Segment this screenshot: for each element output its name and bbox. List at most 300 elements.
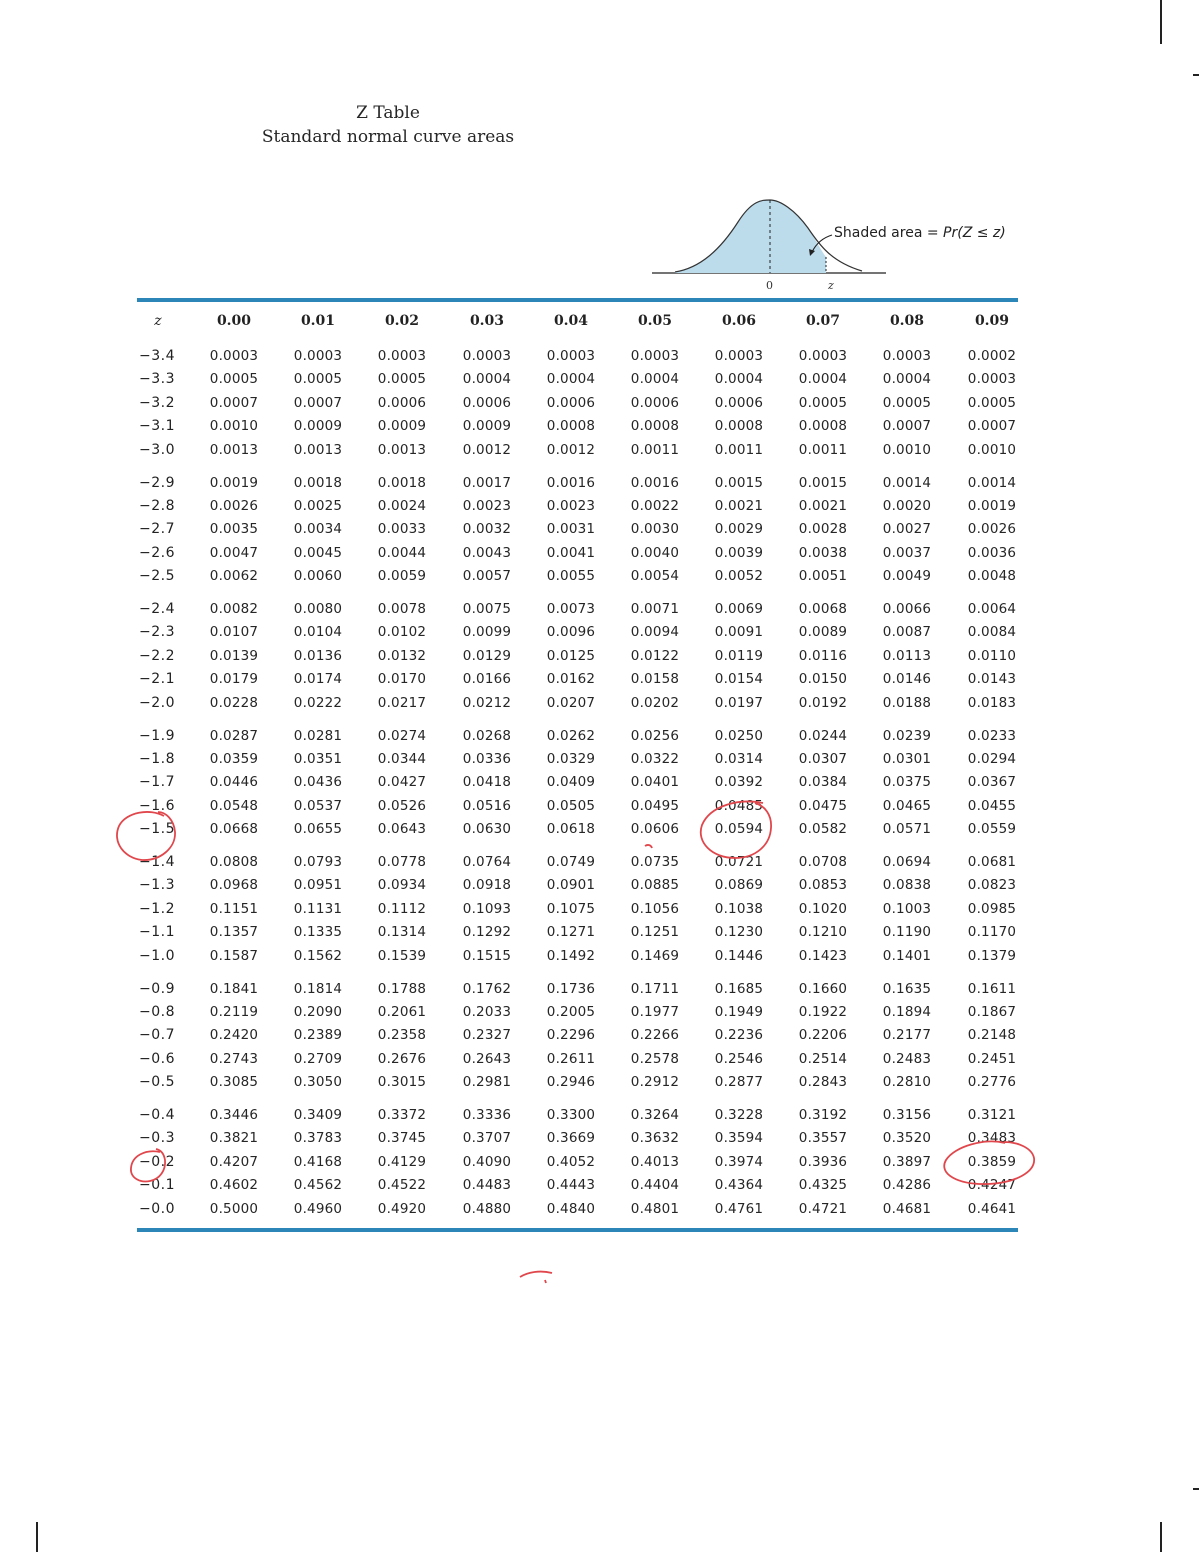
table-cell: 0.0132 [377, 647, 427, 664]
table-cell: 0.0150 [798, 671, 848, 688]
table-cell: 0.3974 [714, 1153, 764, 1170]
table-cell: 0.0066 [882, 601, 932, 617]
table-cell: 0.3632 [630, 1130, 680, 1147]
table-cell: 0.2877 [714, 1074, 764, 1091]
table-cell: 0.0003 [546, 348, 596, 364]
table-cell: 0.0495 [630, 797, 680, 814]
table-cell: 0.0004 [546, 371, 596, 388]
table-cell: 0.0075 [462, 601, 512, 617]
table-cell: 0.0014 [882, 474, 932, 491]
table-cell: 0.1230 [714, 924, 764, 941]
table-cell: 0.0038 [798, 544, 848, 561]
table-cell: 0.0003 [377, 348, 427, 364]
table-cell: 0.4920 [377, 1200, 427, 1217]
row-z-value: −2.7 [139, 521, 175, 538]
table-cell: 0.1611 [967, 980, 1017, 997]
table-cell: 0.2743 [209, 1050, 259, 1067]
table-cell: 0.0028 [798, 521, 848, 538]
table-cell: 0.1492 [546, 947, 596, 964]
table-cell: 0.0207 [546, 694, 596, 711]
table-cell: 0.0034 [293, 521, 343, 538]
table-cell: 0.0901 [546, 877, 596, 894]
table-cell: 0.1112 [377, 900, 427, 917]
table-cell: 0.1170 [967, 924, 1017, 941]
table-cell: 0.0764 [462, 854, 512, 870]
table-cell: 0.3483 [967, 1130, 1017, 1147]
column-header: 0.05 [637, 313, 673, 329]
table-cell: 0.0409 [546, 774, 596, 791]
table-cell: 0.0073 [546, 601, 596, 617]
table-cell: 0.0166 [462, 671, 512, 688]
column-header: 0.01 [300, 313, 336, 329]
table-cell: 0.0174 [293, 671, 343, 688]
table-cell: 0.0023 [546, 497, 596, 514]
table-cell: 0.2236 [714, 1027, 764, 1044]
table-cell: 0.1894 [882, 1003, 932, 1020]
table-cell: 0.0559 [967, 821, 1017, 838]
table-cell: 0.0643 [377, 821, 427, 838]
table-cell: 0.0446 [209, 774, 259, 791]
table-cell: 0.2033 [462, 1003, 512, 1020]
table-cell: 0.0005 [209, 371, 259, 388]
table-cell: 0.0008 [630, 418, 680, 435]
table-cell: 0.0162 [546, 671, 596, 688]
table-cell: 0.3300 [546, 1107, 596, 1123]
table-cell: 0.1151 [209, 900, 259, 917]
column-header: 0.09 [974, 313, 1010, 329]
table-cell: 0.0336 [462, 750, 512, 767]
table-cell: 0.3156 [882, 1107, 932, 1123]
table-cell: 0.0384 [798, 774, 848, 791]
row-z-value: −2.0 [139, 694, 175, 711]
table-cell: 0.0113 [882, 647, 932, 664]
row-z-value: −1.4 [139, 854, 175, 870]
table-cell: 0.3050 [293, 1074, 343, 1091]
row-z-value: −3.2 [139, 394, 175, 411]
table-cell: 0.0040 [630, 544, 680, 561]
annotation-circle-0-3859 [944, 1142, 1034, 1185]
table-cell: 0.0007 [967, 418, 1017, 435]
table-cell: 0.0778 [377, 854, 427, 870]
table-cell: 0.0314 [714, 750, 764, 767]
table-cell: 0.0007 [209, 394, 259, 411]
table-cell: 0.0008 [546, 418, 596, 435]
row-z-value: −0.5 [139, 1074, 175, 1091]
table-cell: 0.0475 [798, 797, 848, 814]
table-cell: 0.0002 [967, 348, 1017, 364]
row-z-value: −2.4 [139, 601, 175, 617]
table-cell: 0.2389 [293, 1027, 343, 1044]
axis-z-label: z [828, 279, 834, 292]
table-cell: 0.2810 [882, 1074, 932, 1091]
table-cell: 0.0006 [546, 394, 596, 411]
table-cell: 0.2483 [882, 1050, 932, 1067]
table-cell: 0.0139 [209, 647, 259, 664]
row-z-value: −0.3 [139, 1130, 175, 1147]
table-cell: 0.1660 [798, 980, 848, 997]
table-cell: 0.3085 [209, 1074, 259, 1091]
table-cell: 0.0007 [882, 418, 932, 435]
row-z-value: −0.8 [139, 1003, 175, 1020]
table-cell: 0.0004 [798, 371, 848, 388]
table-cell: 0.0110 [967, 647, 1017, 664]
table-cell: 0.1562 [293, 947, 343, 964]
row-z-value: −1.1 [139, 924, 175, 941]
table-cell: 0.0030 [630, 521, 680, 538]
table-cell: 0.0027 [882, 521, 932, 538]
table-cell: 0.4286 [882, 1177, 932, 1194]
table-cell: 0.0005 [798, 394, 848, 411]
table-cell: 0.0125 [546, 647, 596, 664]
table-cell: 0.4325 [798, 1177, 848, 1194]
table-cell: 0.0606 [630, 821, 680, 838]
table-cell: 0.0427 [377, 774, 427, 791]
table-cell: 0.0011 [798, 441, 848, 458]
table-cell: 0.2061 [377, 1003, 427, 1020]
row-z-value: −0.1 [139, 1177, 175, 1194]
table-cell: 0.0006 [714, 394, 764, 411]
table-cell: 0.0020 [882, 497, 932, 514]
table-cell: 0.3264 [630, 1107, 680, 1123]
table-cell: 0.1038 [714, 900, 764, 917]
table-cell: 0.0146 [882, 671, 932, 688]
table-cell: 0.3520 [882, 1130, 932, 1147]
table-cell: 0.0212 [462, 694, 512, 711]
table-cell: 0.0071 [630, 601, 680, 617]
row-z-value: −2.3 [139, 624, 175, 641]
table-cell: 0.0808 [209, 854, 259, 870]
table-cell: 0.0250 [714, 727, 764, 744]
table-cell: 0.0256 [630, 727, 680, 744]
table-cell: 0.0013 [293, 441, 343, 458]
table-cell: 0.3409 [293, 1107, 343, 1123]
table-cell: 0.0015 [714, 474, 764, 491]
table-cell: 0.0294 [967, 750, 1017, 767]
table-cell: 0.3557 [798, 1130, 848, 1147]
table-cell: 0.1762 [462, 980, 512, 997]
table-cell: 0.0359 [209, 750, 259, 767]
table-cell: 0.4562 [293, 1177, 343, 1194]
table-cell: 0.0222 [293, 694, 343, 711]
column-header: 0.03 [469, 313, 505, 329]
row-z-value: −3.1 [139, 418, 175, 435]
table-cell: 0.0013 [377, 441, 427, 458]
row-z-value: −3.4 [139, 348, 175, 364]
table-cell: 0.1251 [630, 924, 680, 941]
table-cell: 0.2090 [293, 1003, 343, 1020]
table-cell: 0.0003 [462, 348, 512, 364]
table-cell: 0.0287 [209, 727, 259, 744]
table-cell: 0.0749 [546, 854, 596, 870]
table-cell: 0.0869 [714, 877, 764, 894]
table-cell: 0.0004 [630, 371, 680, 388]
table-cell: 0.3446 [209, 1107, 259, 1123]
table-cell: 0.1131 [293, 900, 343, 917]
table-cell: 0.0307 [798, 750, 848, 767]
table-cell: 0.0006 [630, 394, 680, 411]
table-cell: 0.1587 [209, 947, 259, 964]
table-cell: 0.0885 [630, 877, 680, 894]
table-cell: 0.0011 [630, 441, 680, 458]
table-cell: 0.1292 [462, 924, 512, 941]
table-cell: 0.0853 [798, 877, 848, 894]
table-cell: 0.0392 [714, 774, 764, 791]
table-cell: 0.0003 [714, 348, 764, 364]
table-cell: 0.0668 [209, 821, 259, 838]
table-cell: 0.0170 [377, 671, 427, 688]
table-cell: 0.1423 [798, 947, 848, 964]
table-cell: 0.0004 [462, 371, 512, 388]
table-cell: 0.0031 [546, 521, 596, 538]
table-cell: 0.0060 [293, 568, 343, 585]
row-z-value: −2.1 [139, 671, 175, 688]
table-cell: 0.0721 [714, 854, 764, 870]
table-cell: 0.2643 [462, 1050, 512, 1067]
column-header: 0.04 [553, 313, 589, 329]
axis-zero-label: 0 [766, 279, 773, 292]
page-edge-mark [1193, 74, 1199, 76]
table-cell: 0.0025 [293, 497, 343, 514]
table-cell: 0.0010 [967, 441, 1017, 458]
table-cell: 0.0029 [714, 521, 764, 538]
table-cell: 0.4207 [209, 1153, 259, 1170]
table-cell: 0.0281 [293, 727, 343, 744]
table-cell: 0.0016 [630, 474, 680, 491]
table-cell: 0.4129 [377, 1153, 427, 1170]
column-header: 0.02 [384, 313, 420, 329]
table-cell: 0.0838 [882, 877, 932, 894]
table-cell: 0.0116 [798, 647, 848, 664]
table-cell: 0.3121 [967, 1107, 1017, 1123]
table-cell: 0.2420 [209, 1027, 259, 1044]
table-cell: 0.2912 [630, 1074, 680, 1091]
table-cell: 0.0078 [377, 601, 427, 617]
table-cell: 0.4880 [462, 1200, 512, 1217]
table-cell: 0.0681 [967, 854, 1017, 870]
table-cell: 0.0197 [714, 694, 764, 711]
table-cell: 0.4364 [714, 1177, 764, 1194]
row-z-value: −2.6 [139, 544, 175, 561]
table-cell: 0.4052 [546, 1153, 596, 1170]
table-cell: 0.3228 [714, 1107, 764, 1123]
table-cell: 0.3859 [967, 1153, 1017, 1170]
table-cell: 0.1977 [630, 1003, 680, 1020]
table-cell: 0.4247 [967, 1177, 1017, 1194]
table-cell: 0.2327 [462, 1027, 512, 1044]
table-cell: 0.2578 [630, 1050, 680, 1067]
table-cell: 0.0003 [798, 348, 848, 364]
table-cell: 0.0012 [462, 441, 512, 458]
table-cell: 0.4168 [293, 1153, 343, 1170]
row-z-value: −3.3 [139, 371, 175, 388]
table-cell: 0.1685 [714, 980, 764, 997]
table-cell: 0.3015 [377, 1074, 427, 1091]
table-cell: 0.4960 [293, 1200, 343, 1217]
row-z-value: −0.6 [139, 1050, 175, 1067]
table-cell: 0.1515 [462, 947, 512, 964]
table-cell: 0.0192 [798, 694, 848, 711]
table-cell: 0.3192 [798, 1107, 848, 1123]
row-z-value: −1.6 [139, 797, 175, 814]
table-cell: 0.4761 [714, 1200, 764, 1217]
table-cell: 0.0107 [209, 624, 259, 641]
table-cell: 0.0455 [967, 797, 1017, 814]
table-cell: 0.0084 [967, 624, 1017, 641]
table-cell: 0.0094 [630, 624, 680, 641]
table-cell: 0.0708 [798, 854, 848, 870]
table-cell: 0.2981 [462, 1074, 512, 1091]
table-cell: 0.0033 [377, 521, 427, 538]
table-cell: 0.0005 [377, 371, 427, 388]
table-cell: 0.2514 [798, 1050, 848, 1067]
table-cell: 0.1271 [546, 924, 596, 941]
table-cell: 0.2296 [546, 1027, 596, 1044]
table-cell: 0.4641 [967, 1200, 1017, 1217]
row-z-value: −1.0 [139, 947, 175, 964]
table-cell: 0.0039 [714, 544, 764, 561]
table-cell: 0.4681 [882, 1200, 932, 1217]
table-cell: 0.3783 [293, 1130, 343, 1147]
table-cell: 0.0329 [546, 750, 596, 767]
table-cell: 0.0003 [967, 371, 1017, 388]
table-cell: 0.0582 [798, 821, 848, 838]
table-cell: 0.0015 [798, 474, 848, 491]
table-cell: 0.3372 [377, 1107, 427, 1123]
table-cell: 0.0526 [377, 797, 427, 814]
table-cell: 0.0594 [714, 821, 764, 838]
table-cell: 0.1711 [630, 980, 680, 997]
table-cell: 0.1379 [967, 947, 1017, 964]
page-edge-mark [1160, 1522, 1162, 1552]
table-cell: 0.0019 [209, 474, 259, 491]
table-cell: 0.0154 [714, 671, 764, 688]
table-cell: 0.0918 [462, 877, 512, 894]
table-cell: 0.0013 [209, 441, 259, 458]
table-cell: 0.0007 [293, 394, 343, 411]
table-cell: 0.1867 [967, 1003, 1017, 1020]
table-cell: 0.0244 [798, 727, 848, 744]
table-cell: 0.2709 [293, 1050, 343, 1067]
table-cell: 0.3594 [714, 1130, 764, 1147]
table-cell: 0.0418 [462, 774, 512, 791]
table-cell: 0.0018 [293, 474, 343, 491]
table-cell: 0.0934 [377, 877, 427, 894]
table-cell: 0.0202 [630, 694, 680, 711]
table-cell: 0.0006 [377, 394, 427, 411]
table-cell: 0.0233 [967, 727, 1017, 744]
table-cell: 0.0951 [293, 877, 343, 894]
table-cell: 0.0011 [714, 441, 764, 458]
row-z-value: −1.5 [139, 821, 175, 838]
table-cell: 0.1949 [714, 1003, 764, 1020]
table-cell: 0.0044 [377, 544, 427, 561]
table-cell: 0.0010 [882, 441, 932, 458]
table-cell: 0.0022 [630, 497, 680, 514]
table-cell: 0.0048 [967, 568, 1017, 585]
table-cell: 0.0102 [377, 624, 427, 641]
annotation-tick-mark [645, 845, 652, 848]
table-cell: 0.0005 [293, 371, 343, 388]
annotation-circle-z-minus-0-2 [131, 1149, 165, 1181]
table-cell: 0.0024 [377, 497, 427, 514]
table-cell: 0.0351 [293, 750, 343, 767]
row-z-value: −1.3 [139, 877, 175, 894]
row-z-value: −0.2 [139, 1153, 175, 1170]
table-cell: 0.0005 [967, 394, 1017, 411]
table-cell: 0.1093 [462, 900, 512, 917]
table-cell: 0.0505 [546, 797, 596, 814]
table-cell: 0.0968 [209, 877, 259, 894]
table-cell: 0.1210 [798, 924, 848, 941]
table-cell: 0.0571 [882, 821, 932, 838]
row-z-value: −1.8 [139, 750, 175, 767]
table-cell: 0.0041 [546, 544, 596, 561]
table-cell: 0.1335 [293, 924, 343, 941]
table-cell: 0.0068 [798, 601, 848, 617]
column-header: 0.07 [805, 313, 841, 329]
table-cell: 0.0016 [546, 474, 596, 491]
table-cell: 0.0183 [967, 694, 1017, 711]
table-cell: 0.0089 [798, 624, 848, 641]
table-cell: 0.2358 [377, 1027, 427, 1044]
table-cell: 0.0985 [967, 900, 1017, 917]
table-cell: 0.0069 [714, 601, 764, 617]
column-header-z: z [154, 313, 162, 329]
annotation-circle-0-0594 [701, 802, 771, 858]
table-cell: 0.0019 [967, 497, 1017, 514]
page-subtitle: Standard normal curve areas [261, 127, 515, 147]
table-cell: 0.3669 [546, 1130, 596, 1147]
table-cell: 0.4840 [546, 1200, 596, 1217]
table-cell: 0.2119 [209, 1003, 259, 1020]
table-cell: 0.4443 [546, 1177, 596, 1194]
table-cell: 0.4522 [377, 1177, 427, 1194]
table-cell: 0.0054 [630, 568, 680, 585]
table-cell: 0.0009 [293, 418, 343, 435]
annotation-stray-mark [520, 1272, 552, 1283]
table-cell: 0.0516 [462, 797, 512, 814]
table-cell: 0.0052 [714, 568, 764, 585]
table-cell: 0.2676 [377, 1050, 427, 1067]
table-cell: 0.0143 [967, 671, 1017, 688]
table-cell: 0.0004 [714, 371, 764, 388]
page-edge-mark [1193, 1488, 1199, 1490]
table-cell: 0.0274 [377, 727, 427, 744]
shaded-area-text: Shaded area = [834, 225, 944, 241]
table-cell: 0.0179 [209, 671, 259, 688]
table-cell: 0.0228 [209, 694, 259, 711]
column-header: 0.06 [721, 313, 757, 329]
table-cell: 0.0694 [882, 854, 932, 870]
table-cell: 0.0091 [714, 624, 764, 641]
table-cell: 0.0021 [798, 497, 848, 514]
table-cell: 0.4483 [462, 1177, 512, 1194]
table-cell: 0.3897 [882, 1153, 932, 1170]
table-cell: 0.0043 [462, 544, 512, 561]
row-z-value: −1.9 [139, 727, 175, 744]
table-cell: 0.2611 [546, 1050, 596, 1067]
table-cell: 0.0268 [462, 727, 512, 744]
table-cell: 0.0158 [630, 671, 680, 688]
row-z-value: −1.7 [139, 774, 175, 791]
shaded-area-expr: Pr(Z ≤ z) [943, 225, 1006, 241]
table-cell: 0.1190 [882, 924, 932, 941]
table-cell: 0.0823 [967, 877, 1017, 894]
table-cell: 0.2266 [630, 1027, 680, 1044]
table-cell: 0.2451 [967, 1050, 1017, 1067]
table-cell: 0.0003 [630, 348, 680, 364]
table-cell: 0.0017 [462, 474, 512, 491]
